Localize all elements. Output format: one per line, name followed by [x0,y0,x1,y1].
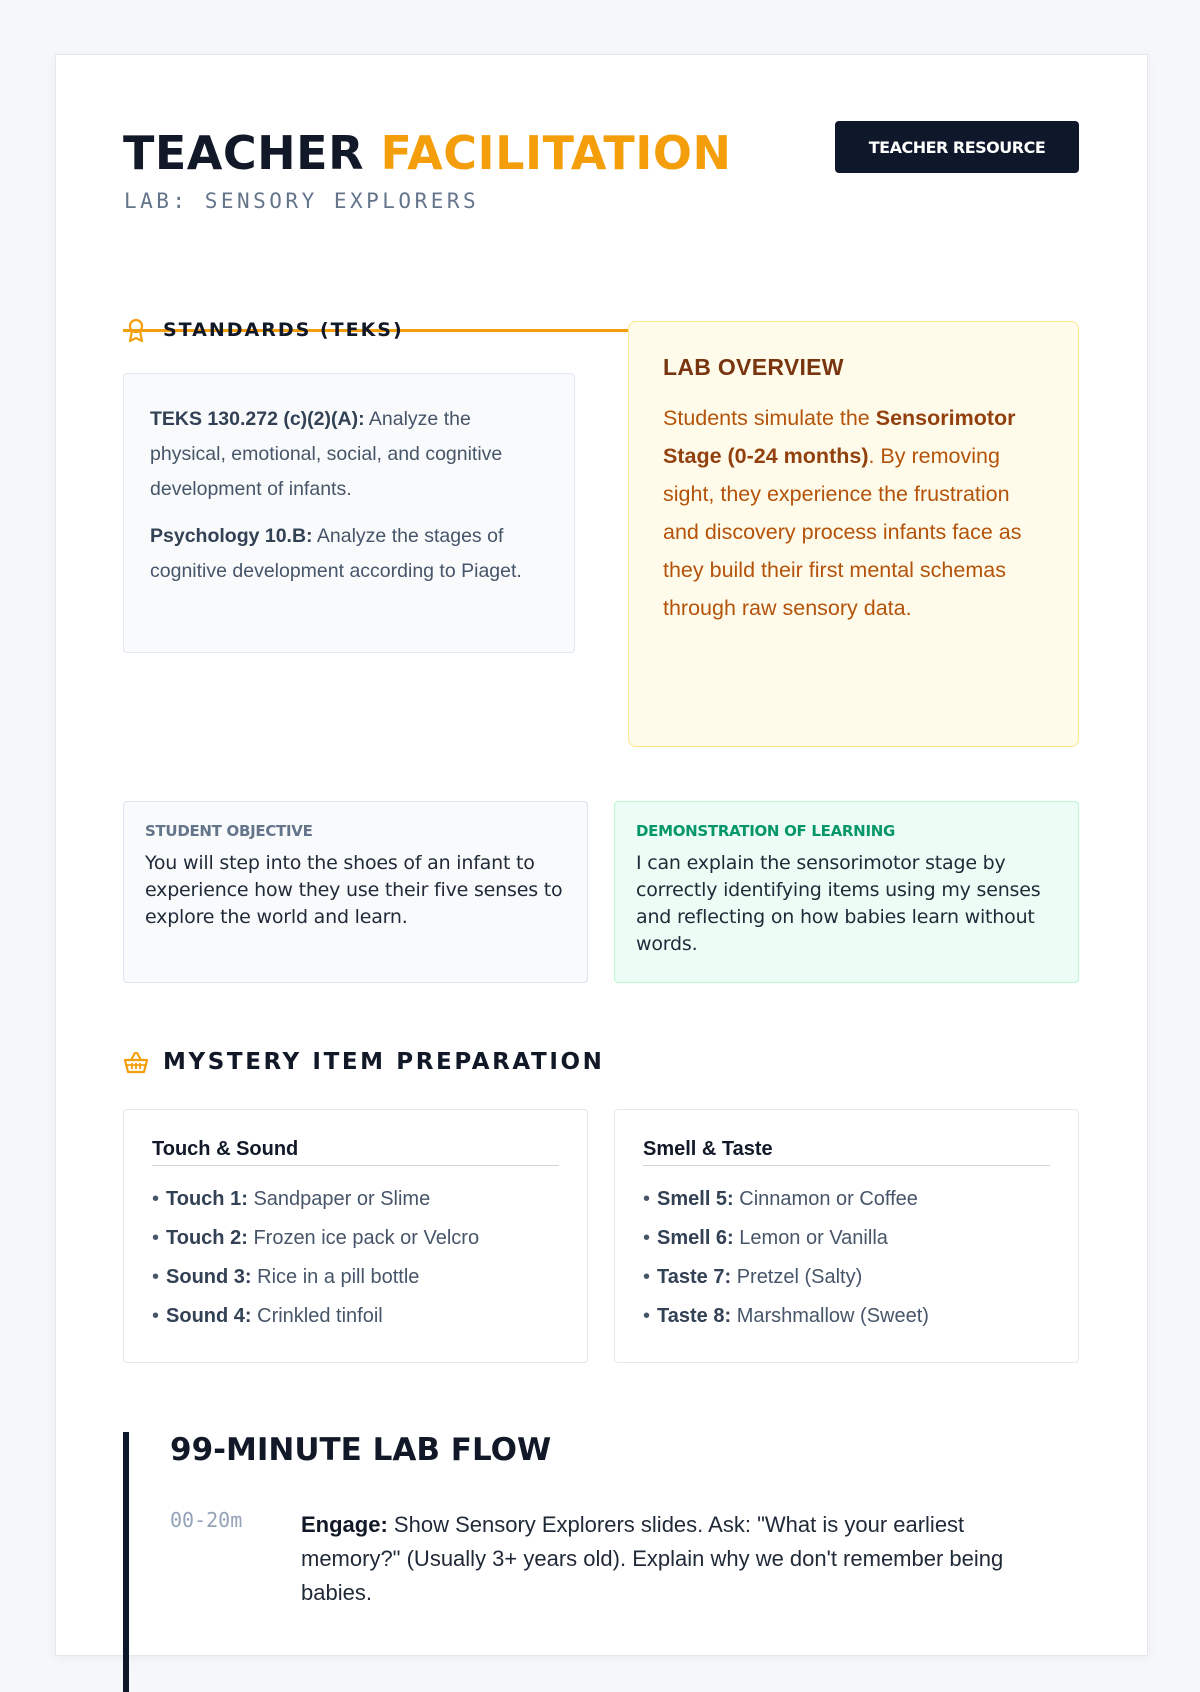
standard-text: Analyze the stages of cognitive development according to Piaget. [150,525,522,582]
item-key: Taste 7: [657,1266,732,1288]
item-key: Touch 1: [166,1188,248,1210]
basket-icon [123,1049,149,1075]
item-group-title: Touch & Sound [152,1138,559,1166]
item-key: Taste 8: [657,1305,732,1327]
standard-text: Analyze the physical, emotional, social, and cognitive development of infants. [150,408,503,500]
lab-flow-heading: 99-MINUTE LAB FLOW [170,1432,552,1468]
standard-code: Psychology 10.B: [150,525,313,547]
overview-text-bold: Sensorimotor Stage (0-24 months) [663,406,1016,468]
item-value: Frozen ice pack or Velcro [253,1227,480,1249]
list-item [152,1258,559,1297]
item-key: Smell 5: [657,1188,734,1210]
preparation-heading-label: MYSTERY ITEM PREPARATION [163,1049,605,1075]
page-header [123,121,1079,271]
item-value: Lemon or Vanilla [739,1227,888,1249]
student-objective-text: You will step into the shoes of an infant to experience how they use their five senses to explore the world and learn. [145,852,563,928]
standards-heading-label: STANDARDS (TEKS) [163,319,404,341]
list-item [643,1219,1050,1258]
lab-overview-heading: LAB OVERVIEW [663,354,844,380]
student-objective-label: STUDENT OBJECTIVE [145,822,313,840]
list-item [152,1180,559,1219]
lab-overview-box [628,321,1079,747]
standards-box [123,373,575,653]
lab-subtitle: LAB: SENSORY EXPLORERS [124,189,480,213]
item-group-title: Smell & Taste [643,1138,1050,1166]
standard-code: TEKS 130.272 (c)(2)(A): [150,408,365,430]
document-page [55,54,1148,1656]
lab-flow-section [123,1432,1085,1692]
lab-overview-text [663,399,1044,627]
item-value: Cinnamon or Coffee [739,1188,918,1210]
title-main: TEACHER [123,126,365,180]
touch-sound-box [123,1109,588,1363]
demonstration-card [614,801,1079,983]
flow-step-time: 00-20m [170,1508,243,1532]
item-value: Sandpaper or Slime [253,1188,431,1210]
list-item [643,1297,1050,1336]
item-key: Smell 6: [657,1227,734,1249]
standards-heading [123,317,404,343]
demonstration-label: DEMONSTRATION OF LEARNING [636,822,895,840]
list-item [152,1219,559,1258]
student-objective-card [123,801,588,983]
list-item [643,1258,1050,1297]
demonstration-text: I can explain the sensorimotor stage by correctly identifying items using my senses and reflecting on how babies learn without words. [636,852,1041,955]
preparation-heading [123,1049,604,1075]
standard-item [150,402,548,507]
flow-step-label: Engage: [301,1512,388,1537]
item-key: Sound 3: [166,1266,252,1288]
list-item [152,1297,559,1336]
item-list [152,1180,559,1336]
item-value: Crinkled tinfoil [257,1305,383,1327]
title-accent: FACILITATION [380,126,732,180]
item-key: Sound 4: [166,1305,252,1327]
teacher-resource-badge: TEACHER RESOURCE [835,121,1079,173]
flow-step-description [301,1508,1061,1610]
smell-taste-box [614,1109,1079,1363]
overview-text-after: . By removing sight, they experience the frustration and discovery process infants face as they build their first mental schemas through raw sensory data. [663,444,1022,620]
standard-item [150,519,548,589]
list-item [643,1180,1050,1219]
overview-text-before: Students simulate the [663,406,870,430]
flow-step-text: Show Sensory Explorers slides. Ask: "What is your earliest memory?" (Usually 3+ years old). Explain why we don't remember being babies. [301,1512,1004,1605]
item-value: Pretzel (Salty) [736,1266,863,1288]
item-value: Marshmallow (Sweet) [736,1305,929,1327]
award-ribbon-icon [123,317,149,343]
item-value: Rice in a pill bottle [257,1266,420,1288]
page-title [123,121,732,185]
item-key: Touch 2: [166,1227,248,1249]
item-list [643,1180,1050,1336]
